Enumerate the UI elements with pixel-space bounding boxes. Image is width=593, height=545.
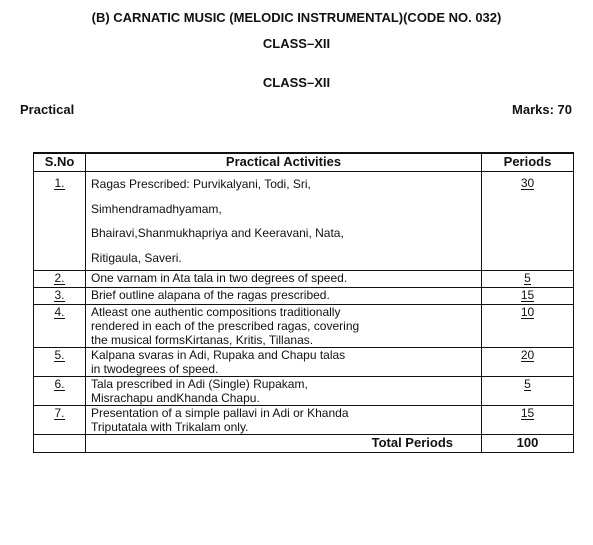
row-periods: 5 xyxy=(482,271,574,288)
table-row xyxy=(34,377,574,406)
row-sno: 7. xyxy=(34,406,86,435)
document-title: (B) CARNATIC MUSIC (MELODIC INSTRUMENTAL)(CODE NO. 032) xyxy=(91,10,502,25)
activity-line: rendered in each of the prescribed ragas, covering xyxy=(91,319,360,333)
table-header-row xyxy=(34,153,574,172)
row-activity xyxy=(86,172,482,271)
row-sno: 5. xyxy=(34,348,86,377)
activity-line: Brief outline alapana of the ragas prescribed. xyxy=(91,288,330,302)
activity-line: Misrachapu andKhanda Chapu. xyxy=(91,391,260,405)
total-empty-cell xyxy=(34,435,86,453)
row-sno: 3. xyxy=(34,288,86,305)
activity-line: Atleast one authentic compositions traditionally xyxy=(91,305,341,319)
table-row xyxy=(34,348,574,377)
class-heading-1: CLASS–XII xyxy=(262,36,331,51)
activity-line: the musical formsKirtanas, Kritis, Tillanas. xyxy=(91,333,314,347)
column-header-sno: S.No xyxy=(34,153,86,172)
row-activity xyxy=(86,288,482,305)
activity-line: Ragas Prescribed: Purvikalyani, Todi, Sri, xyxy=(91,177,311,191)
row-sno: 1. xyxy=(34,172,86,271)
row-activity xyxy=(86,271,482,288)
row-periods: 10 xyxy=(482,305,574,348)
total-row xyxy=(34,435,574,453)
row-periods: 5 xyxy=(482,377,574,406)
table-row xyxy=(34,406,574,435)
row-activity xyxy=(86,377,482,406)
activity-line: in twodegrees of speed. xyxy=(91,362,219,376)
activity-line: Tala prescribed in Adi (Single) Rupakam, xyxy=(91,377,308,391)
activity-line: Simhendramadhyamam, xyxy=(91,201,222,216)
class-heading-2: CLASS–XII xyxy=(262,75,331,90)
table-row xyxy=(34,172,574,271)
total-label: Total Periods xyxy=(86,435,482,453)
table-row xyxy=(34,305,574,348)
activity-line: Ritigaula, Saveri. xyxy=(91,250,182,265)
row-activity xyxy=(86,348,482,377)
row-periods: 30 xyxy=(482,172,574,271)
activity-line: Presentation of a simple pallavi in Adi or Khanda xyxy=(91,406,349,420)
table-row xyxy=(34,271,574,288)
practical-label: Practical xyxy=(20,102,75,117)
row-periods: 15 xyxy=(482,288,574,305)
row-sno: 4. xyxy=(34,305,86,348)
column-header-periods: Periods xyxy=(482,153,574,172)
activity-line: Bhairavi,Shanmukhapriya and Keeravani, Nata, xyxy=(91,226,344,240)
row-activity xyxy=(86,406,482,435)
row-sno: 6. xyxy=(34,377,86,406)
marks-label: Marks: 70 xyxy=(512,102,572,117)
row-periods: 15 xyxy=(482,406,574,435)
activity-line: One varnam in Ata tala in two degrees of speed. xyxy=(91,271,348,285)
total-value: 100 xyxy=(482,435,574,453)
syllabus-table xyxy=(33,152,574,453)
row-activity xyxy=(86,305,482,348)
row-sno: 2. xyxy=(34,271,86,288)
column-header-activities: Practical Activities xyxy=(86,153,482,172)
activity-line: Kalpana svaras in Adi, Rupaka and Chapu talas xyxy=(91,348,346,362)
activity-line: Triputatala with Trikalam only. xyxy=(91,420,249,434)
row-periods: 20 xyxy=(482,348,574,377)
table-row xyxy=(34,288,574,305)
